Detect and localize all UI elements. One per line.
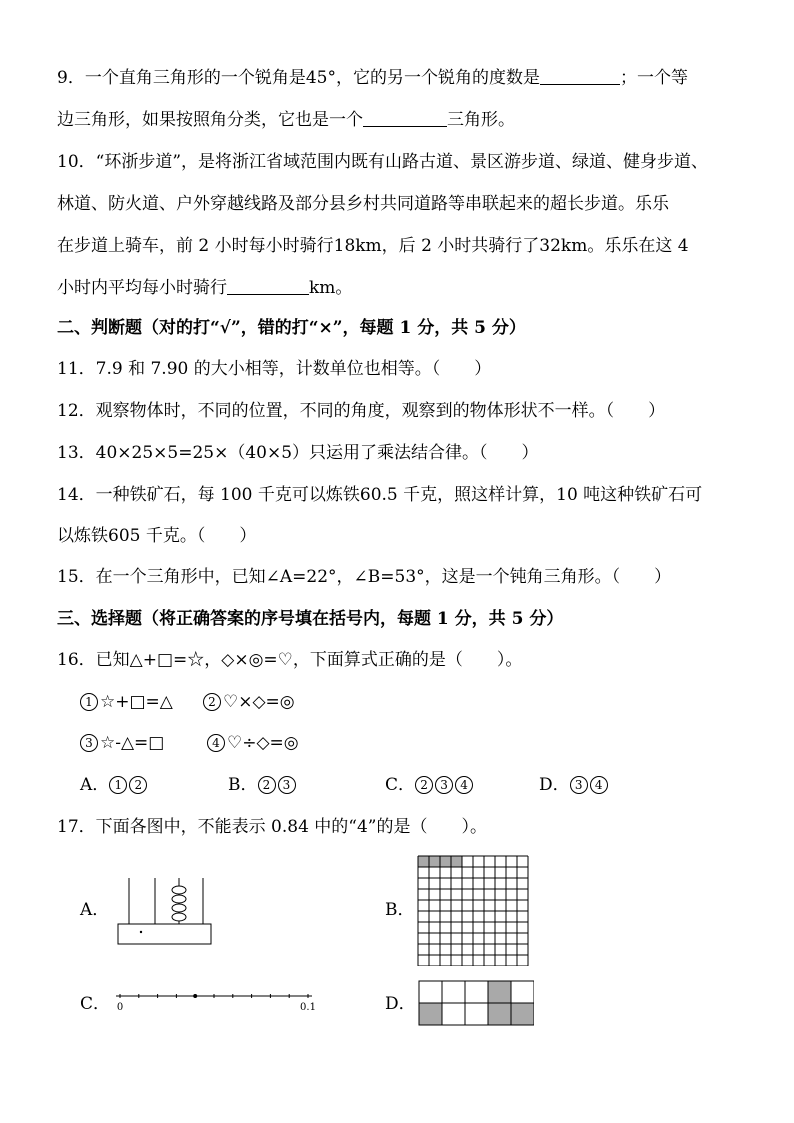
strip-cell — [442, 1003, 465, 1025]
q16-choice-c[interactable] — [385, 773, 475, 797]
strip-shaded-cell — [511, 1003, 534, 1025]
circled-number: 2 — [203, 693, 221, 711]
q10-text-a: 小时内平均每小时骑行 — [57, 278, 227, 298]
q14-line1: 14．一种铁矿石，每 100 千克可以炼铁60.5 千克，照这样计算，10 吨这种铁矿石可 — [57, 485, 703, 505]
strip-shaded-cell — [488, 981, 511, 1003]
abacus-base — [118, 924, 211, 944]
q15: 15．在一个三角形中，已知∠A=22°，∠B=53°，这是一个钝角三角形。（ ） — [57, 567, 672, 587]
choice-letter: B． — [228, 775, 258, 795]
circled-number: 4 — [590, 776, 608, 794]
q10-line3: 在步道上骑车，前 2 小时每小时骑行18km，后 2 小时共骑行了32km。乐乐在这 4 — [57, 236, 689, 256]
q16-item-1 — [80, 690, 173, 714]
circled-number: 3 — [435, 776, 453, 794]
q9-text-a: 9．一个直角三角形的一个锐角是45°，它的另一个锐角的度数是 — [57, 68, 540, 88]
hundred-grid-figure — [416, 854, 532, 966]
q9-text-b: ；一个等 — [619, 68, 688, 88]
circled-number: 1 — [109, 776, 127, 794]
q16-choice-b[interactable] — [228, 773, 298, 797]
q17-label-d[interactable]: D． — [385, 994, 416, 1014]
q9-line1 — [57, 66, 747, 90]
strip-shaded-cell — [488, 1003, 511, 1025]
circled-number: 2 — [258, 776, 276, 794]
q12: 12．观察物体时，不同的位置，不同的角度，观察到的物体形状不一样。（ ） — [57, 401, 666, 421]
section-2-title: 二、判断题（对的打“√”，错的打“×”，每题 1 分，共 5 分） — [57, 318, 526, 338]
q14-line2: 以炼铁605 千克。（ ） — [57, 526, 257, 546]
fraction-strip-figure — [418, 980, 534, 1028]
number-line-figure — [110, 986, 324, 1016]
q16-expr: ♡×◇=◎ — [223, 692, 295, 712]
circled-number: 2 — [415, 776, 433, 794]
circled-number: 4 — [207, 734, 225, 752]
q13: 13．40×25×5=25×（40×5）只运用了乘法结合律。（ ） — [57, 443, 539, 463]
circled-number: 3 — [570, 776, 588, 794]
strip-cell — [442, 981, 465, 1003]
q16-item-4 — [207, 731, 299, 755]
circled-number: 2 — [129, 776, 147, 794]
circled-number: 4 — [455, 776, 473, 794]
section-3-title: 三、选择题（将正确答案的序号填在括号内，每题 1 分，共 5 分） — [57, 609, 564, 629]
grid-shaded-cell — [440, 856, 451, 867]
q16-item-2 — [203, 690, 295, 714]
q17-stem: 17．下面各图中，不能表示 0.84 中的“4”的是（ ）。 — [57, 817, 487, 837]
number-line-end-label: 0.1 — [300, 1002, 316, 1013]
number-line-start-label: 0 — [116, 1002, 124, 1013]
q17-label-b[interactable]: B． — [385, 900, 415, 920]
abacus-decimal-point — [140, 931, 142, 933]
q16-choice-a[interactable] — [80, 773, 149, 797]
q16-item-3 — [80, 731, 164, 755]
abacus-figure — [115, 874, 215, 946]
q10-line4 — [57, 276, 747, 300]
grid-shaded-cell — [429, 856, 440, 867]
q16-stem: 16．已知△+□=☆，◇×◎=♡，下面算式正确的是（ ）。 — [57, 650, 523, 670]
choice-letter: A． — [80, 775, 110, 795]
q10-line1: 10．“环浙步道”，是将浙江省域范围内既有山路古道、景区游步道、绿道、健身步道、 — [57, 152, 709, 172]
circled-number: 1 — [80, 693, 98, 711]
q17-label-c[interactable]: C． — [80, 994, 111, 1014]
q16-expr: ☆-△=□ — [100, 733, 165, 753]
strip-cell — [419, 981, 442, 1003]
q9-blank-1[interactable] — [540, 66, 620, 85]
choice-letter: D． — [539, 775, 570, 795]
q10-line2: 林道、防火道、户外穿越线路及部分县乡村共同道路等串联起来的超长步道。乐乐 — [57, 194, 669, 214]
q9-text-c: 边三角形，如果按照角分类，它也是一个 — [57, 110, 363, 130]
grid-shaded-cell — [418, 856, 429, 867]
q16-choice-d[interactable] — [539, 773, 610, 797]
choice-letter: C． — [385, 775, 416, 795]
number-line-point — [193, 994, 197, 998]
q10-blank[interactable] — [227, 276, 309, 295]
strip-cell — [465, 981, 488, 1003]
strip-cell — [511, 981, 534, 1003]
strip-cell — [465, 1003, 488, 1025]
abacus-bead — [172, 895, 186, 903]
abacus-bead — [172, 886, 186, 894]
q11: 11．7.9 和 7.90 的大小相等，计数单位也相等。（ ） — [57, 359, 492, 379]
q9-line2 — [57, 108, 747, 132]
circled-number: 3 — [278, 776, 296, 794]
strip-shaded-cell — [419, 1003, 442, 1025]
q16-expr: ♡÷◇=◎ — [227, 733, 299, 753]
circled-number: 3 — [80, 734, 98, 752]
q10-text-b: km。 — [309, 278, 353, 298]
abacus-bead — [172, 913, 186, 921]
abacus-bead — [172, 904, 186, 912]
q9-blank-2[interactable] — [363, 108, 447, 127]
q16-expr: ☆+□=△ — [100, 692, 173, 712]
grid-shaded-cell — [451, 856, 462, 867]
q9-text-d: 三角形。 — [447, 110, 515, 130]
q17-label-a[interactable]: A． — [80, 900, 110, 920]
